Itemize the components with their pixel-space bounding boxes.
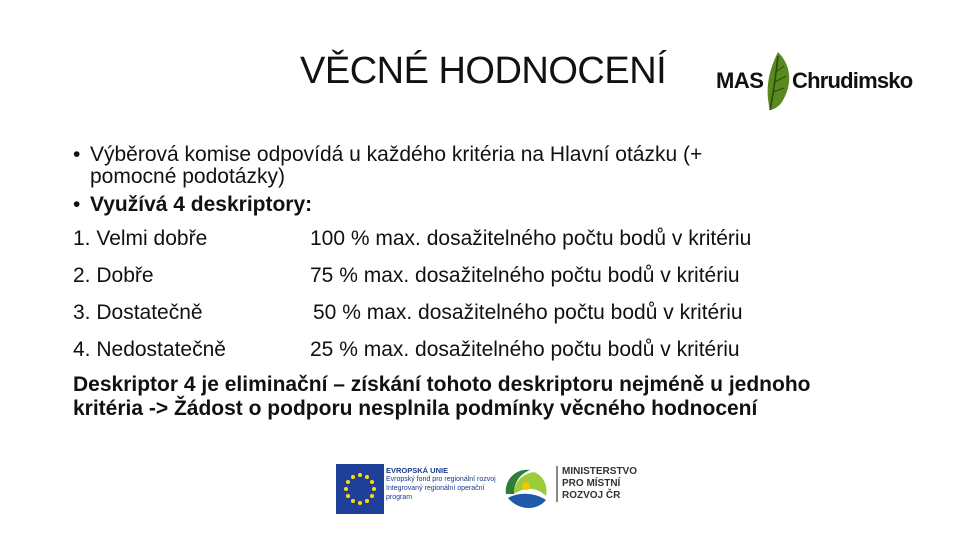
descriptor-value: 100 % max. dosažitelného počtu bodů v kritériu (310, 227, 752, 250)
eu-title: EVROPSKÁ UNIE (386, 466, 449, 475)
mmr-caption (556, 466, 637, 502)
descriptor-value: 25 % max. dosažitelného počtu bodů v kritériu (310, 338, 740, 361)
descriptor-row-3 (73, 302, 933, 339)
bullet-1-line-1: Výběrová komise odpovídá u každého kritéria na Hlavní otázku (+ (90, 143, 703, 166)
bullet-dot: • (73, 143, 81, 166)
mmr-line-2: PRO MÍSTNÍ (562, 478, 621, 489)
descriptor-row-1 (73, 228, 933, 265)
descriptor-value: 50 % max. dosažitelného počtu bodů v kritériu (313, 301, 743, 324)
eu-line-2: Integrovaný regionální operační program (386, 485, 485, 501)
bullet-2-text: Využívá 4 deskriptory: (90, 193, 313, 216)
descriptor-label: 3. Dostatečně (73, 301, 203, 324)
bullet-item-2 (73, 194, 933, 228)
mmr-line-3: ROZVOJ ČR (562, 490, 621, 501)
mmr-logo-icon (500, 464, 552, 514)
eu-caption (386, 466, 506, 502)
descriptor-label: 1. Velmi dobře (73, 227, 208, 250)
bullet-1-line-2: pomocné podotázky) (90, 165, 285, 188)
slide-title: VĚCNÉ HODNOCENÍ (300, 50, 667, 92)
elimination-note: Deskriptor 4 je eliminační – získání tohoto deskriptoru nejméně u jednoho kritéria -> Žádost o podporu nesplnila podmínky věcného hodnocení (73, 373, 811, 420)
logo-chrudimsko-text: Chrudimsko (792, 68, 913, 93)
eu-line-1: Evropský fond pro regionální rozvoj (386, 476, 496, 483)
mmr-line-1: MINISTERSTVO (562, 466, 638, 477)
descriptor-label: 2. Dobře (73, 264, 154, 287)
slide-body (73, 144, 933, 421)
eu-flag-icon (336, 464, 384, 514)
descriptor-row-4 (73, 339, 933, 373)
descriptor-value: 75 % max. dosažitelného počtu bodů v kritériu (310, 264, 740, 287)
bullet-item-1 (73, 144, 933, 194)
bullet-dot: • (73, 193, 81, 216)
logo-mas-text: MAS (716, 68, 764, 93)
mas-chrudimsko-logo (712, 48, 913, 116)
leaf-icon (760, 50, 796, 112)
descriptor-label: 4. Nedostatečně (73, 338, 226, 361)
descriptor-row-2 (73, 265, 933, 302)
footer-logos (336, 462, 636, 518)
